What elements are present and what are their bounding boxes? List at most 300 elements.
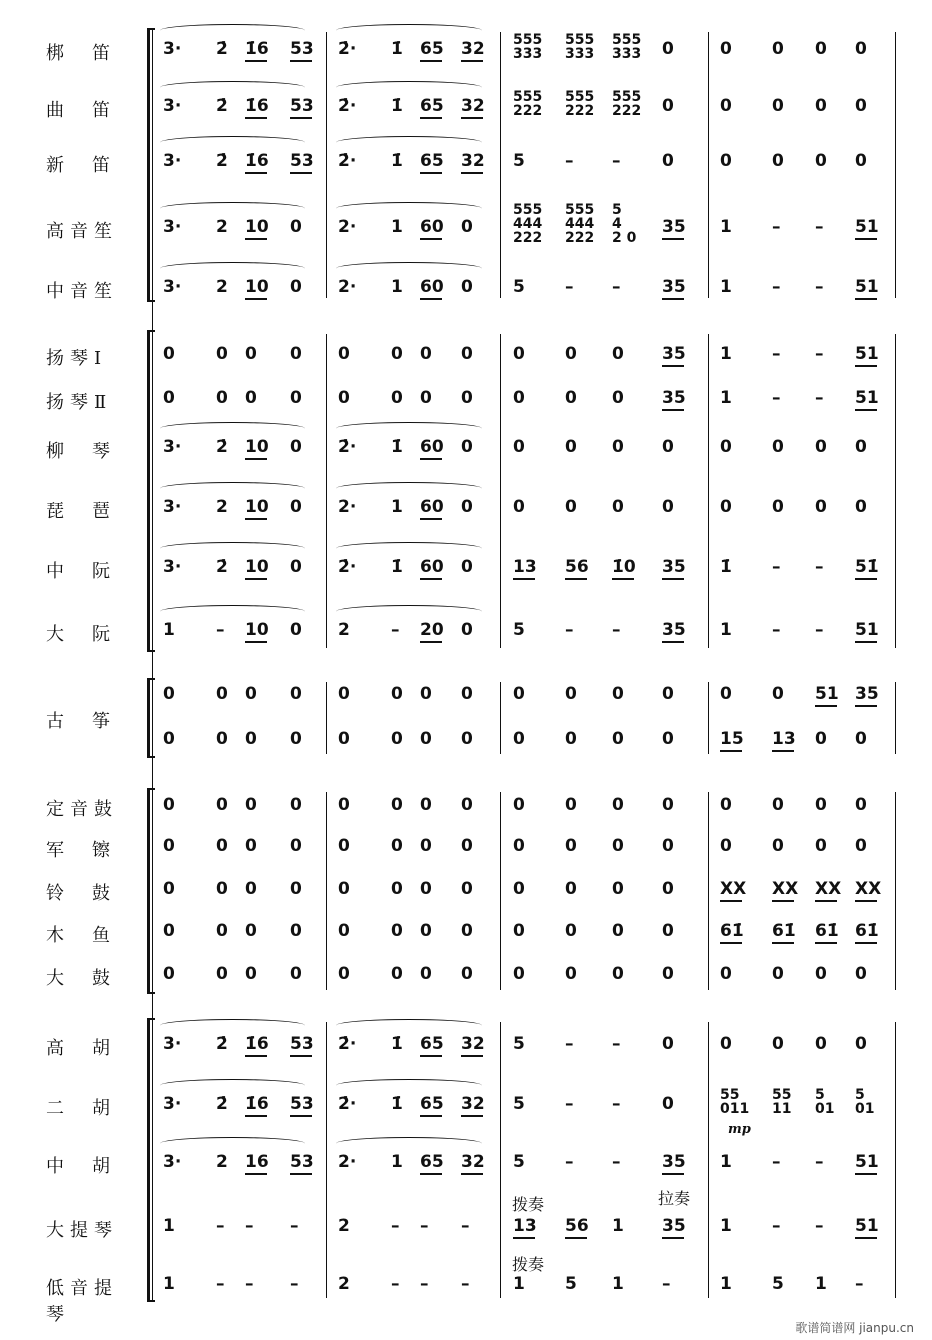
slur bbox=[336, 136, 482, 149]
note-token: – bbox=[815, 620, 824, 640]
group-bracket-bottom bbox=[147, 992, 155, 994]
note-token: 0 bbox=[461, 437, 473, 457]
note-token: 20 bbox=[420, 620, 444, 640]
note-token: 0 bbox=[245, 921, 257, 941]
note-token: 0 bbox=[513, 497, 525, 517]
note-token: 0 bbox=[513, 964, 525, 984]
note-token: 2· bbox=[338, 277, 357, 297]
note-token: 555 222 bbox=[565, 89, 595, 119]
note-token: 3· bbox=[163, 277, 182, 297]
note-token: 0 bbox=[420, 388, 432, 408]
note-token: 1 bbox=[612, 1216, 624, 1236]
instrument-name: 扬琴Ⅰ bbox=[46, 348, 108, 369]
note-token: – bbox=[290, 1274, 299, 1294]
note-token: 0 bbox=[391, 344, 403, 364]
note-token: 0 bbox=[290, 277, 302, 297]
note-token: 0 bbox=[290, 437, 302, 457]
barline bbox=[500, 1022, 501, 1298]
slur bbox=[160, 262, 305, 275]
note-token: – bbox=[772, 388, 781, 408]
barline bbox=[500, 334, 501, 648]
group-bracket-bar bbox=[147, 678, 150, 758]
note-token: 0 bbox=[565, 684, 577, 704]
note-token: 53 bbox=[290, 39, 314, 59]
watermark: 歌谱简谱网 jianpu.cn bbox=[795, 1321, 914, 1335]
note-token: 0 bbox=[855, 1034, 867, 1054]
note-token: 0 bbox=[815, 151, 827, 171]
note-token: 1̇ bbox=[391, 437, 403, 457]
note-token: 51 bbox=[855, 344, 879, 364]
note-token: 0 bbox=[772, 437, 784, 457]
slur bbox=[160, 482, 305, 495]
note-token: 0 bbox=[720, 836, 732, 856]
note-token: 56 bbox=[565, 1216, 589, 1236]
slur bbox=[160, 605, 305, 618]
beam bbox=[420, 1173, 442, 1175]
note-token: 0 bbox=[720, 96, 732, 116]
note-token: 0 bbox=[245, 836, 257, 856]
note-token: 3· bbox=[163, 39, 182, 59]
note-token: 0 bbox=[513, 684, 525, 704]
note-token: 0 bbox=[565, 921, 577, 941]
beam bbox=[662, 578, 684, 580]
note-token: 2̇ bbox=[216, 39, 228, 59]
instrument-name: 中阮 bbox=[46, 561, 138, 582]
note-token: – bbox=[815, 217, 824, 237]
beam bbox=[612, 578, 634, 580]
group-bracket-top bbox=[147, 330, 155, 332]
note-token: 0 bbox=[720, 151, 732, 171]
note-token: 1 bbox=[720, 277, 732, 297]
note-token: 55 11 bbox=[772, 1087, 792, 1117]
note-token: – bbox=[565, 277, 574, 297]
note-token: 0 bbox=[216, 836, 228, 856]
note-token: 0 bbox=[461, 388, 473, 408]
note-token: XX bbox=[720, 879, 747, 899]
instrument-name: 古筝 bbox=[46, 711, 138, 732]
note-token: 0 bbox=[245, 344, 257, 364]
note-token: 35 bbox=[662, 277, 686, 297]
beam bbox=[290, 1173, 312, 1175]
note-token: 0 bbox=[772, 795, 784, 815]
note-token: 35 bbox=[855, 684, 879, 704]
note-token: 0 bbox=[815, 836, 827, 856]
barline bbox=[500, 32, 501, 298]
note-token: 2̇ bbox=[216, 151, 228, 171]
note-token: 32 bbox=[461, 1094, 485, 1114]
beam bbox=[420, 117, 442, 119]
note-token: 0 bbox=[290, 557, 302, 577]
note-token: 0 bbox=[662, 684, 674, 704]
barline bbox=[326, 334, 327, 648]
note-token: – bbox=[565, 1034, 574, 1054]
note-token: 0 bbox=[163, 684, 175, 704]
beam bbox=[662, 238, 684, 240]
note-token: 0 bbox=[772, 39, 784, 59]
note-token: 0 bbox=[855, 836, 867, 856]
note-token: 2 bbox=[216, 497, 228, 517]
instrument-name: 二胡 bbox=[46, 1098, 138, 1119]
note-token: – bbox=[565, 151, 574, 171]
note-token: 1 bbox=[720, 620, 732, 640]
note-token: 0 bbox=[513, 437, 525, 457]
note-token: 0 bbox=[420, 729, 432, 749]
note-token: 0 bbox=[662, 96, 674, 116]
note-token: 32 bbox=[461, 1034, 485, 1054]
note-token: 0 bbox=[772, 151, 784, 171]
note-token: – bbox=[391, 620, 400, 640]
note-token: 1̇ bbox=[391, 151, 403, 171]
note-token: 0 bbox=[290, 921, 302, 941]
note-token: 10 bbox=[245, 557, 269, 577]
note-token: 0 bbox=[290, 729, 302, 749]
note-token: 1 bbox=[163, 1216, 175, 1236]
note-token: – bbox=[772, 217, 781, 237]
note-token: 0 bbox=[565, 729, 577, 749]
instrument-name: 曲笛 bbox=[46, 100, 138, 121]
note-token: 5 bbox=[513, 620, 525, 640]
note-token: 0 bbox=[461, 921, 473, 941]
note-token: XX bbox=[855, 879, 882, 899]
barline bbox=[708, 334, 709, 648]
note-token: 0 bbox=[216, 388, 228, 408]
note-token: 0 bbox=[461, 795, 473, 815]
barline bbox=[895, 1022, 896, 1298]
note-token: XX bbox=[815, 879, 842, 899]
beam bbox=[461, 172, 483, 174]
note-token: 53 bbox=[290, 96, 314, 116]
note-token: 0 bbox=[513, 836, 525, 856]
beam bbox=[245, 578, 267, 580]
instrument-name: 军镲 bbox=[46, 840, 138, 861]
note-token: 2̇· bbox=[338, 1094, 357, 1114]
note-token: 0 bbox=[815, 39, 827, 59]
note-token: – bbox=[662, 1274, 671, 1294]
note-token: 0 bbox=[662, 437, 674, 457]
note-token: 1 bbox=[720, 1216, 732, 1236]
note-token: 0 bbox=[720, 684, 732, 704]
group-bracket-top bbox=[147, 1018, 155, 1020]
group-bracket-bar bbox=[147, 788, 150, 994]
note-token: – bbox=[245, 1274, 254, 1294]
note-token: 0 bbox=[338, 879, 350, 899]
note-token: 1̇6 bbox=[245, 96, 269, 116]
note-token: 60 bbox=[420, 217, 444, 237]
note-token: 0 bbox=[163, 836, 175, 856]
beam bbox=[855, 238, 877, 240]
beam bbox=[513, 578, 535, 580]
beam bbox=[855, 900, 877, 902]
note-token: – bbox=[290, 1216, 299, 1236]
note-token: 1 bbox=[163, 1274, 175, 1294]
beam bbox=[420, 578, 442, 580]
beam bbox=[420, 238, 442, 240]
note-token: 0 bbox=[338, 729, 350, 749]
note-token: 2 bbox=[338, 1216, 350, 1236]
note-token: 10 bbox=[245, 217, 269, 237]
beam bbox=[290, 1055, 312, 1057]
note-token: 0 bbox=[290, 964, 302, 984]
note-token: 1̇6 bbox=[245, 1034, 269, 1054]
note-token: 0 bbox=[461, 684, 473, 704]
note-token: – bbox=[216, 1216, 225, 1236]
note-token: 0 bbox=[662, 39, 674, 59]
group-bracket-top bbox=[147, 678, 155, 680]
note-token: 1 bbox=[612, 1274, 624, 1294]
instrument-name: 柳琴 bbox=[46, 441, 138, 462]
beam bbox=[772, 942, 794, 944]
beam bbox=[461, 1173, 483, 1175]
beam bbox=[461, 1115, 483, 1117]
note-token: 0 bbox=[245, 964, 257, 984]
beam bbox=[461, 117, 483, 119]
note-token: 0 bbox=[662, 729, 674, 749]
note-token: XX bbox=[772, 879, 799, 899]
note-token: 0 bbox=[461, 620, 473, 640]
note-token: – bbox=[612, 620, 621, 640]
note-token: 0 bbox=[772, 1034, 784, 1054]
note-token: 0 bbox=[163, 729, 175, 749]
slur bbox=[336, 1079, 482, 1092]
note-token: 55 011 bbox=[720, 1087, 750, 1117]
barline bbox=[895, 792, 896, 990]
note-token: 35 bbox=[662, 557, 686, 577]
note-token: 3· bbox=[163, 557, 182, 577]
note-token: 0 bbox=[815, 1034, 827, 1054]
note-token: 2̇· bbox=[338, 437, 357, 457]
note-token: 0 bbox=[513, 795, 525, 815]
instrument-name: 大提琴 bbox=[46, 1220, 118, 1241]
note-token: 0 bbox=[720, 497, 732, 517]
beam bbox=[720, 750, 742, 752]
note-token: 0 bbox=[855, 96, 867, 116]
slur bbox=[336, 1137, 482, 1150]
note-token: 15 bbox=[720, 729, 744, 749]
note-token: – bbox=[612, 277, 621, 297]
note-token: 0 bbox=[391, 795, 403, 815]
note-token: 5 bbox=[513, 1152, 525, 1172]
note-token: 51̇ bbox=[855, 557, 879, 577]
beam bbox=[565, 578, 587, 580]
note-token: 5 bbox=[772, 1274, 784, 1294]
instrument-name: 中音笙 bbox=[46, 281, 118, 302]
note-token: – bbox=[855, 1274, 864, 1294]
note-token: 35 bbox=[662, 344, 686, 364]
note-token: 2̇ bbox=[216, 557, 228, 577]
note-token: 2· bbox=[338, 1152, 357, 1172]
note-token: 56 bbox=[565, 557, 589, 577]
technique-annotation: 拨奏 bbox=[512, 1195, 545, 1214]
beam bbox=[815, 705, 837, 707]
beam bbox=[245, 1173, 267, 1175]
note-token: 0 bbox=[216, 344, 228, 364]
slur bbox=[160, 1137, 305, 1150]
beam bbox=[245, 1115, 267, 1117]
note-token: 3· bbox=[163, 437, 182, 457]
note-token: 3· bbox=[163, 151, 182, 171]
instrument-name: 中胡 bbox=[46, 1156, 138, 1177]
note-token: – bbox=[772, 557, 781, 577]
note-token: 1̇ bbox=[391, 39, 403, 59]
note-token: 2̇ bbox=[216, 437, 228, 457]
note-token: 0 bbox=[290, 795, 302, 815]
note-token: 0 bbox=[662, 921, 674, 941]
note-token: 0 bbox=[338, 684, 350, 704]
note-token: 3· bbox=[163, 1152, 182, 1172]
note-token: 1 bbox=[720, 1152, 732, 1172]
note-token: 51 bbox=[855, 217, 879, 237]
note-token: – bbox=[565, 620, 574, 640]
note-token: – bbox=[772, 1216, 781, 1236]
beam bbox=[245, 117, 267, 119]
note-token: 2̇· bbox=[338, 96, 357, 116]
note-token: 0 bbox=[391, 684, 403, 704]
note-token: 0 bbox=[163, 344, 175, 364]
note-token: 1 bbox=[720, 388, 732, 408]
note-token: 0 bbox=[290, 217, 302, 237]
slur bbox=[336, 1019, 482, 1032]
note-token: 0 bbox=[245, 795, 257, 815]
note-token: 0 bbox=[662, 836, 674, 856]
beam bbox=[662, 365, 684, 367]
beam bbox=[855, 942, 877, 944]
note-token: 35 bbox=[662, 1216, 686, 1236]
barline bbox=[895, 334, 896, 648]
note-token: 0 bbox=[216, 795, 228, 815]
note-token: 65 bbox=[420, 1034, 444, 1054]
note-token: 5 bbox=[513, 277, 525, 297]
note-token: 555 333 bbox=[565, 32, 595, 62]
note-token: – bbox=[772, 1152, 781, 1172]
note-token: 61̇ bbox=[815, 921, 839, 941]
beam bbox=[855, 298, 877, 300]
note-token: 32 bbox=[461, 39, 485, 59]
note-token: – bbox=[420, 1274, 429, 1294]
note-token: 1 bbox=[513, 1274, 525, 1294]
note-token: 0 bbox=[290, 836, 302, 856]
slur bbox=[336, 422, 482, 435]
dynamic-marking: mp bbox=[728, 1122, 751, 1137]
note-token: 0 bbox=[662, 1034, 674, 1054]
note-token: – bbox=[815, 557, 824, 577]
note-token: 0 bbox=[391, 964, 403, 984]
note-token: – bbox=[461, 1216, 470, 1236]
note-token: 0 bbox=[391, 921, 403, 941]
note-token: – bbox=[216, 1274, 225, 1294]
note-token: 0 bbox=[612, 437, 624, 457]
note-token: 1̇0 bbox=[612, 557, 636, 577]
note-token: 0 bbox=[772, 964, 784, 984]
note-token: 1 bbox=[391, 1152, 403, 1172]
note-token: 2̇· bbox=[338, 39, 357, 59]
note-token: 1 bbox=[815, 1274, 827, 1294]
note-token: 0 bbox=[420, 344, 432, 364]
technique-annotation: 拉奏 bbox=[658, 1189, 691, 1208]
note-token: – bbox=[391, 1274, 400, 1294]
group-bracket-top bbox=[147, 788, 155, 790]
note-token: 53 bbox=[290, 151, 314, 171]
note-token: 0 bbox=[216, 921, 228, 941]
note-token: 60 bbox=[420, 277, 444, 297]
note-token: 0 bbox=[245, 879, 257, 899]
note-token: 0 bbox=[612, 729, 624, 749]
note-token: 0 bbox=[565, 344, 577, 364]
note-token: – bbox=[772, 277, 781, 297]
note-token: 1 bbox=[720, 217, 732, 237]
note-token: 555 333 bbox=[513, 32, 543, 62]
note-token: 0 bbox=[612, 836, 624, 856]
slur bbox=[336, 81, 482, 94]
beam bbox=[461, 1055, 483, 1057]
slur bbox=[160, 81, 305, 94]
note-token: 0 bbox=[163, 795, 175, 815]
note-token: 0 bbox=[565, 388, 577, 408]
note-token: 35 bbox=[662, 1152, 686, 1172]
barline bbox=[708, 682, 709, 754]
beam bbox=[245, 60, 267, 62]
note-token: 16 bbox=[245, 1152, 269, 1172]
group-bracket-bar bbox=[147, 330, 150, 652]
beam bbox=[420, 458, 442, 460]
note-token: 0 bbox=[245, 388, 257, 408]
beam bbox=[720, 942, 742, 944]
note-token: 0 bbox=[565, 879, 577, 899]
barline bbox=[326, 32, 327, 298]
note-token: 0 bbox=[855, 729, 867, 749]
barline bbox=[708, 792, 709, 990]
note-token: 0 bbox=[216, 729, 228, 749]
note-token: 0 bbox=[612, 344, 624, 364]
note-token: 0 bbox=[420, 879, 432, 899]
note-token: 3· bbox=[163, 497, 182, 517]
note-token: – bbox=[815, 388, 824, 408]
note-token: 0 bbox=[662, 1094, 674, 1114]
beam bbox=[855, 1237, 877, 1239]
note-token: 0 bbox=[565, 437, 577, 457]
note-token: 0 bbox=[216, 684, 228, 704]
note-token: 1 bbox=[163, 620, 175, 640]
note-token: 0 bbox=[815, 729, 827, 749]
note-token: 0 bbox=[815, 795, 827, 815]
note-token: 0 bbox=[163, 964, 175, 984]
beam bbox=[420, 1055, 442, 1057]
group-bracket-bottom bbox=[147, 1300, 155, 1302]
note-token: 10 bbox=[245, 437, 269, 457]
slur bbox=[336, 262, 482, 275]
note-token: 0 bbox=[855, 497, 867, 517]
beam bbox=[815, 942, 837, 944]
note-token: 1 bbox=[720, 1274, 732, 1294]
beam bbox=[662, 409, 684, 411]
instrument-name: 铃鼓 bbox=[46, 883, 138, 904]
beam bbox=[513, 1237, 535, 1239]
slur bbox=[336, 202, 482, 215]
note-token: – bbox=[772, 344, 781, 364]
note-token: 2̇ bbox=[216, 1094, 228, 1114]
barline bbox=[708, 32, 709, 298]
note-token: 1̇ bbox=[391, 1094, 403, 1114]
note-token: 0 bbox=[815, 497, 827, 517]
note-token: 51 bbox=[815, 684, 839, 704]
note-token: 2̇· bbox=[338, 557, 357, 577]
note-token: 0 bbox=[216, 964, 228, 984]
note-token: 3· bbox=[163, 217, 182, 237]
note-token: 0 bbox=[720, 795, 732, 815]
note-token: 1 bbox=[391, 277, 403, 297]
instrument-name: 木鱼 bbox=[46, 925, 138, 946]
note-token: 0 bbox=[815, 964, 827, 984]
slur bbox=[336, 542, 482, 555]
